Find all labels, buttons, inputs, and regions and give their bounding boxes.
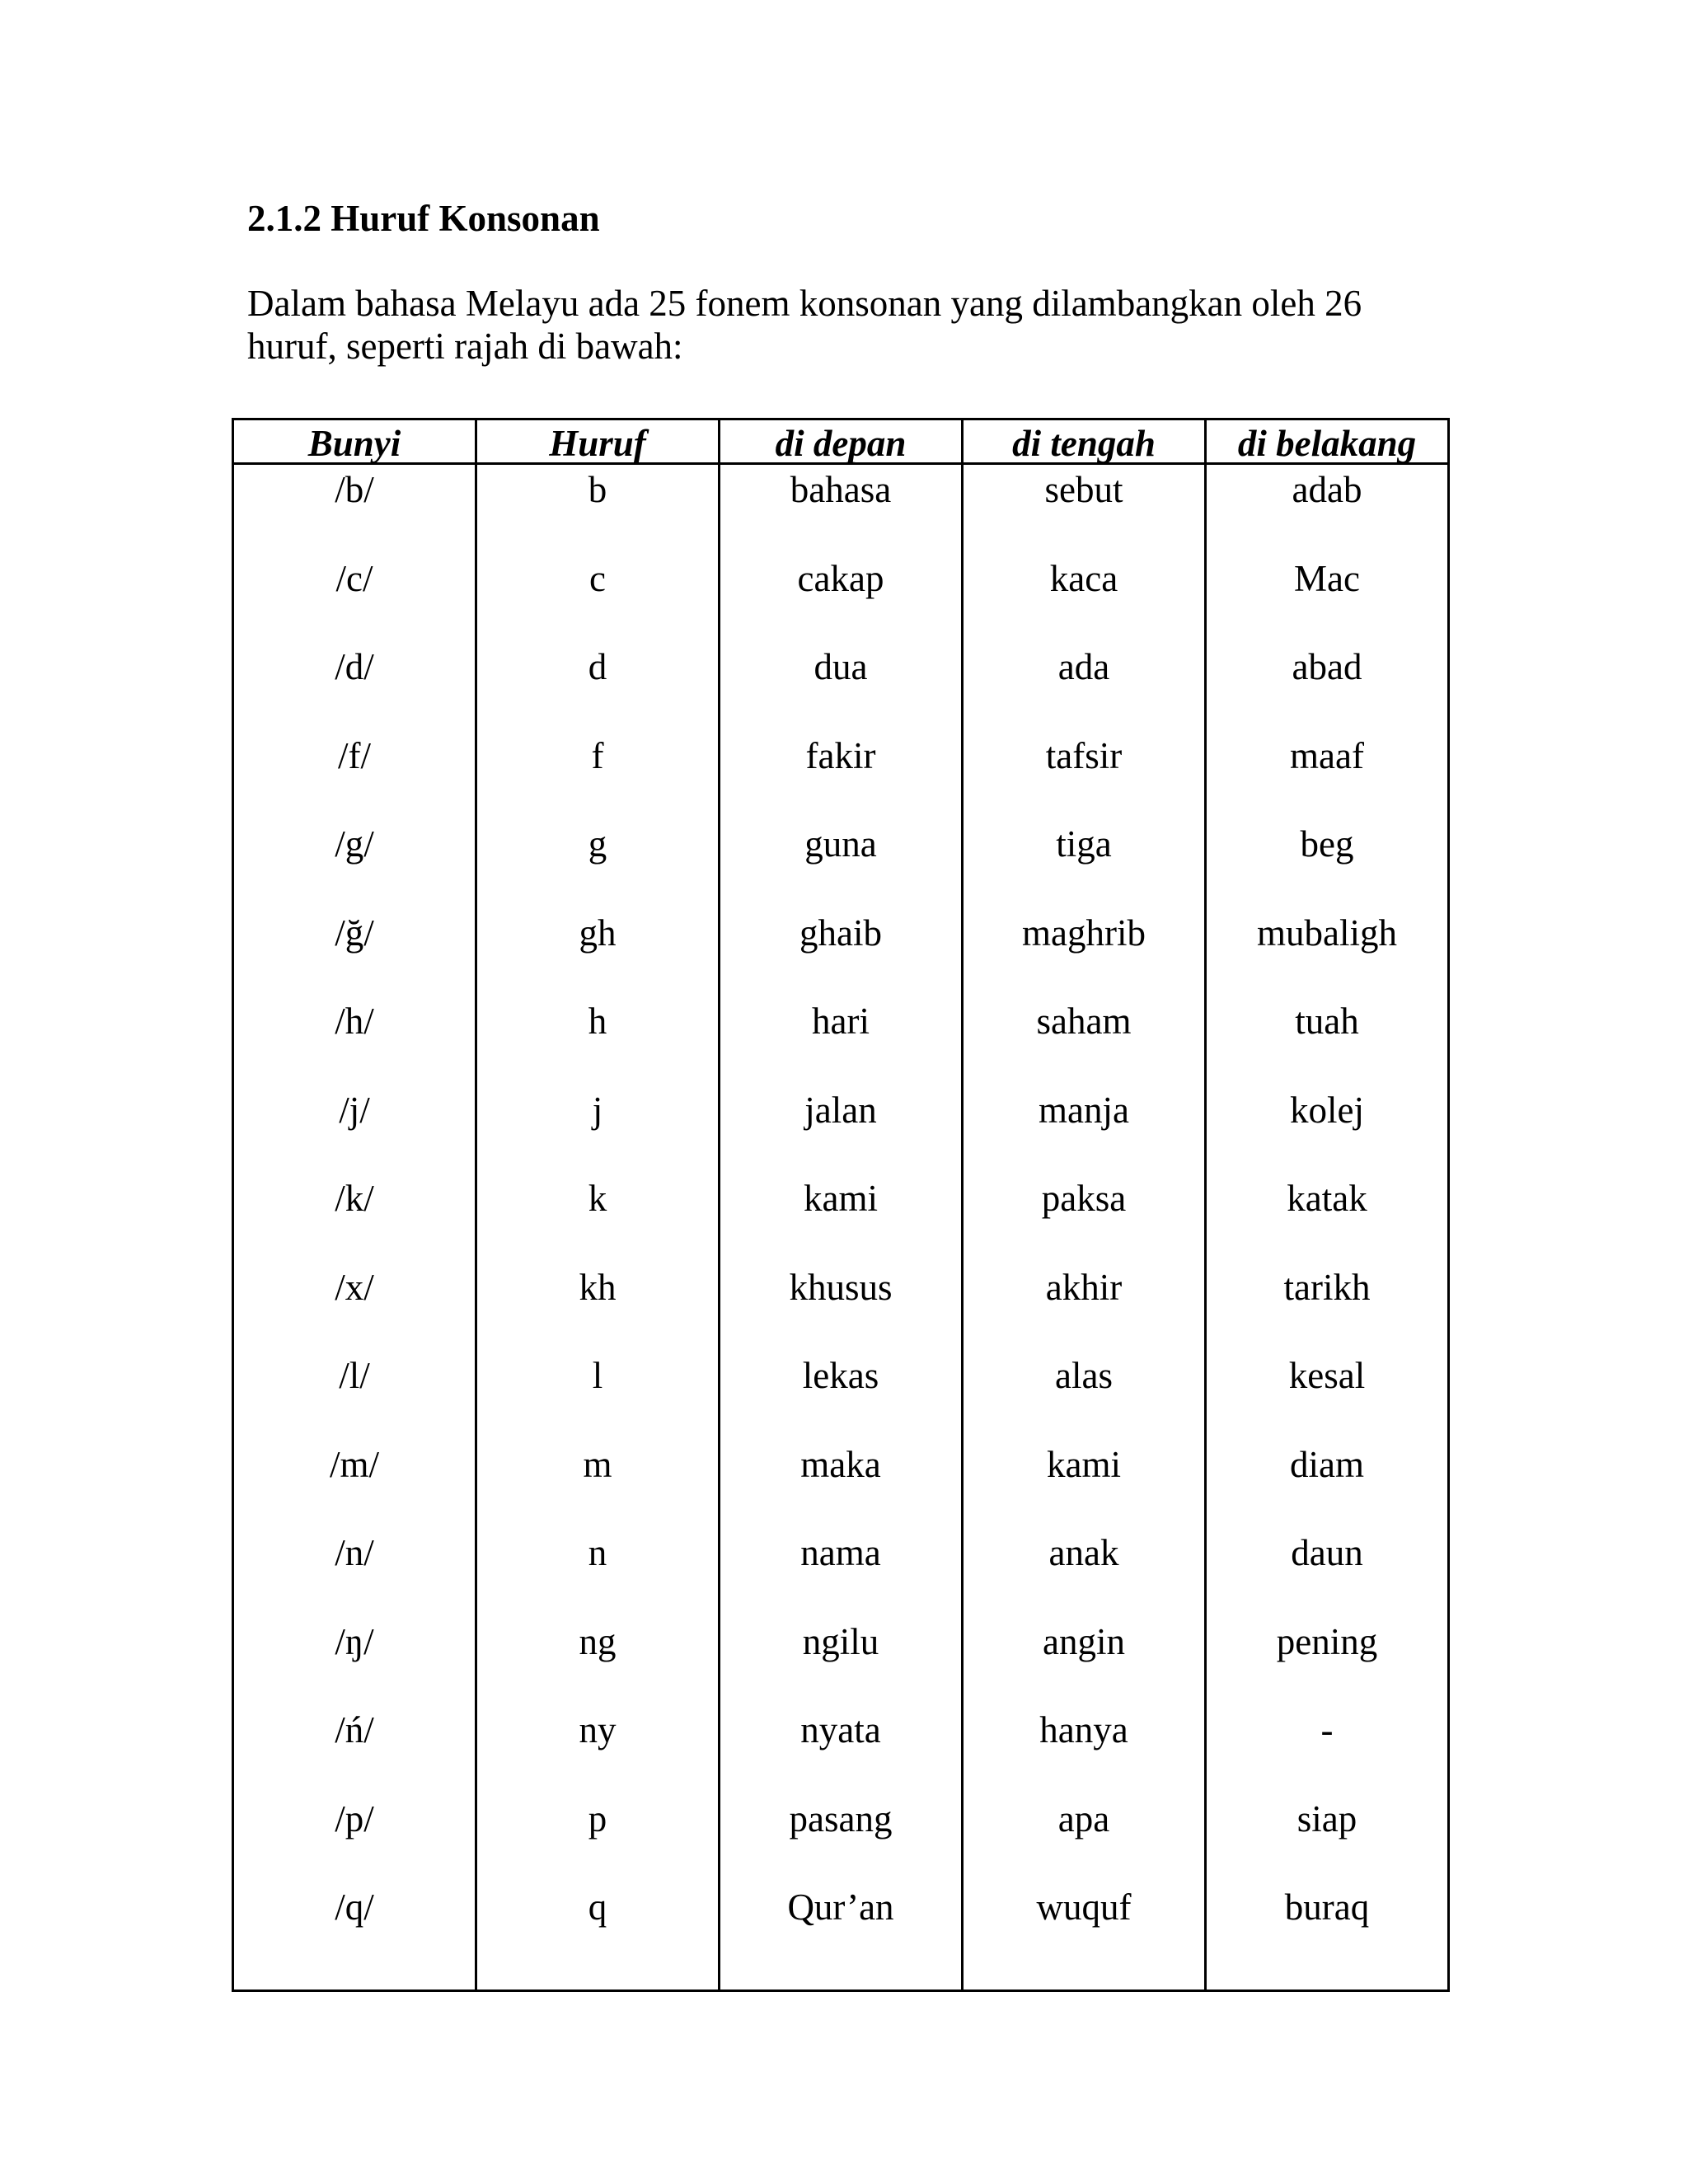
table-row (233, 1085, 1449, 1174)
table-body (233, 464, 1449, 1991)
cell-di-depan: dua (720, 642, 963, 731)
cell-di-tengah: tiga (963, 819, 1206, 908)
cell-di-tengah: kami (963, 1440, 1206, 1529)
cell-di-tengah: apa (963, 1794, 1206, 1883)
cell-di-depan: Qur’an (720, 1882, 963, 1991)
cell-di-belakang: kesal (1206, 1351, 1449, 1440)
cell-di-tengah: anak (963, 1528, 1206, 1617)
cell-di-tengah: alas (963, 1351, 1206, 1440)
cell-bunyi: /l/ (233, 1351, 476, 1440)
cell-huruf: j (476, 1085, 720, 1174)
cell-di-belakang: maaf (1206, 731, 1449, 820)
cell-di-depan: bahasa (720, 464, 963, 554)
cell-huruf: l (476, 1351, 720, 1440)
cell-di-belakang: mubaligh (1206, 908, 1449, 997)
cell-di-depan: kami (720, 1174, 963, 1263)
consonant-table (232, 418, 1450, 1992)
table-row (233, 554, 1449, 643)
cell-di-belakang: adab (1206, 464, 1449, 554)
table-header (233, 419, 1449, 464)
header-bunyi: Bunyi (233, 419, 476, 464)
cell-bunyi: /ğ/ (233, 908, 476, 997)
header-row (233, 419, 1449, 464)
table-row (233, 996, 1449, 1085)
header-di-tengah: di tengah (963, 419, 1206, 464)
cell-di-depan: hari (720, 996, 963, 1085)
cell-bunyi: /p/ (233, 1794, 476, 1883)
cell-bunyi: /x/ (233, 1263, 476, 1352)
cell-bunyi: /j/ (233, 1085, 476, 1174)
cell-di-depan: pasang (720, 1794, 963, 1883)
cell-bunyi: /f/ (233, 731, 476, 820)
cell-di-belakang: kolej (1206, 1085, 1449, 1174)
table-row (233, 1263, 1449, 1352)
header-di-belakang: di belakang (1206, 419, 1449, 464)
cell-di-belakang: beg (1206, 819, 1449, 908)
cell-bunyi: /b/ (233, 464, 476, 554)
table-row (233, 1794, 1449, 1883)
cell-bunyi: /m/ (233, 1440, 476, 1529)
cell-huruf: q (476, 1882, 720, 1991)
cell-bunyi: /n/ (233, 1528, 476, 1617)
table-row (233, 819, 1449, 908)
cell-di-tengah: akhir (963, 1263, 1206, 1352)
header-di-depan: di depan (720, 419, 963, 464)
cell-di-tengah: angin (963, 1617, 1206, 1706)
intro-line-1: Dalam bahasa Melayu ada 25 fonem konsonan yang dilambangkan oleh 26 (247, 283, 1362, 324)
cell-di-belakang: tuah (1206, 996, 1449, 1085)
cell-bunyi: /ń/ (233, 1705, 476, 1794)
cell-huruf: ny (476, 1705, 720, 1794)
cell-huruf: kh (476, 1263, 720, 1352)
table-row (233, 1440, 1449, 1529)
cell-huruf: g (476, 819, 720, 908)
cell-bunyi: /g/ (233, 819, 476, 908)
cell-di-depan: nama (720, 1528, 963, 1617)
cell-di-belakang: siap (1206, 1794, 1449, 1883)
cell-di-depan: jalan (720, 1085, 963, 1174)
table-row (233, 1174, 1449, 1263)
cell-huruf: gh (476, 908, 720, 997)
cell-huruf: ng (476, 1617, 720, 1706)
cell-bunyi: /h/ (233, 996, 476, 1085)
cell-di-belakang: tarikh (1206, 1263, 1449, 1352)
cell-huruf: d (476, 642, 720, 731)
header-huruf: Huruf (476, 419, 720, 464)
cell-bunyi: /d/ (233, 642, 476, 731)
cell-di-tengah: ada (963, 642, 1206, 731)
cell-di-depan: khusus (720, 1263, 963, 1352)
cell-di-tengah: tafsir (963, 731, 1206, 820)
cell-di-tengah: maghrib (963, 908, 1206, 997)
cell-di-tengah: sebut (963, 464, 1206, 554)
cell-di-tengah: hanya (963, 1705, 1206, 1794)
cell-di-belakang: - (1206, 1705, 1449, 1794)
table-row (233, 642, 1449, 731)
table-row (233, 1617, 1449, 1706)
cell-di-belakang: diam (1206, 1440, 1449, 1529)
cell-di-depan: lekas (720, 1351, 963, 1440)
cell-huruf: k (476, 1174, 720, 1263)
cell-di-tengah: wuquf (963, 1882, 1206, 1991)
cell-huruf: p (476, 1794, 720, 1883)
cell-di-depan: guna (720, 819, 963, 908)
cell-di-belakang: abad (1206, 642, 1449, 731)
cell-bunyi: /ŋ/ (233, 1617, 476, 1706)
table-row (233, 1351, 1449, 1440)
cell-di-belakang: buraq (1206, 1882, 1449, 1991)
table-row (233, 464, 1449, 554)
cell-huruf: n (476, 1528, 720, 1617)
cell-di-depan: ghaib (720, 908, 963, 997)
table-row (233, 908, 1449, 997)
cell-di-tengah: kaca (963, 554, 1206, 643)
cell-bunyi: /k/ (233, 1174, 476, 1263)
table-row (233, 731, 1449, 820)
cell-huruf: c (476, 554, 720, 643)
cell-huruf: f (476, 731, 720, 820)
table-row (233, 1882, 1449, 1991)
table-row (233, 1705, 1449, 1794)
cell-di-belakang: pening (1206, 1617, 1449, 1706)
cell-bunyi: /c/ (233, 554, 476, 643)
cell-di-depan: ngilu (720, 1617, 963, 1706)
cell-di-depan: nyata (720, 1705, 963, 1794)
intro-paragraph (247, 282, 1451, 368)
table-row (233, 1528, 1449, 1617)
cell-di-depan: fakir (720, 731, 963, 820)
section-heading: 2.1.2 Huruf Konsonan (247, 198, 600, 239)
intro-line-2: huruf, seperti rajah di bawah: (247, 326, 683, 367)
cell-di-belakang: Mac (1206, 554, 1449, 643)
cell-huruf: h (476, 996, 720, 1085)
cell-di-tengah: manja (963, 1085, 1206, 1174)
cell-bunyi: /q/ (233, 1882, 476, 1991)
cell-di-tengah: saham (963, 996, 1206, 1085)
cell-huruf: b (476, 464, 720, 554)
cell-di-belakang: daun (1206, 1528, 1449, 1617)
cell-di-belakang: katak (1206, 1174, 1449, 1263)
cell-di-tengah: paksa (963, 1174, 1206, 1263)
cell-huruf: m (476, 1440, 720, 1529)
cell-di-depan: cakap (720, 554, 963, 643)
cell-di-depan: maka (720, 1440, 963, 1529)
